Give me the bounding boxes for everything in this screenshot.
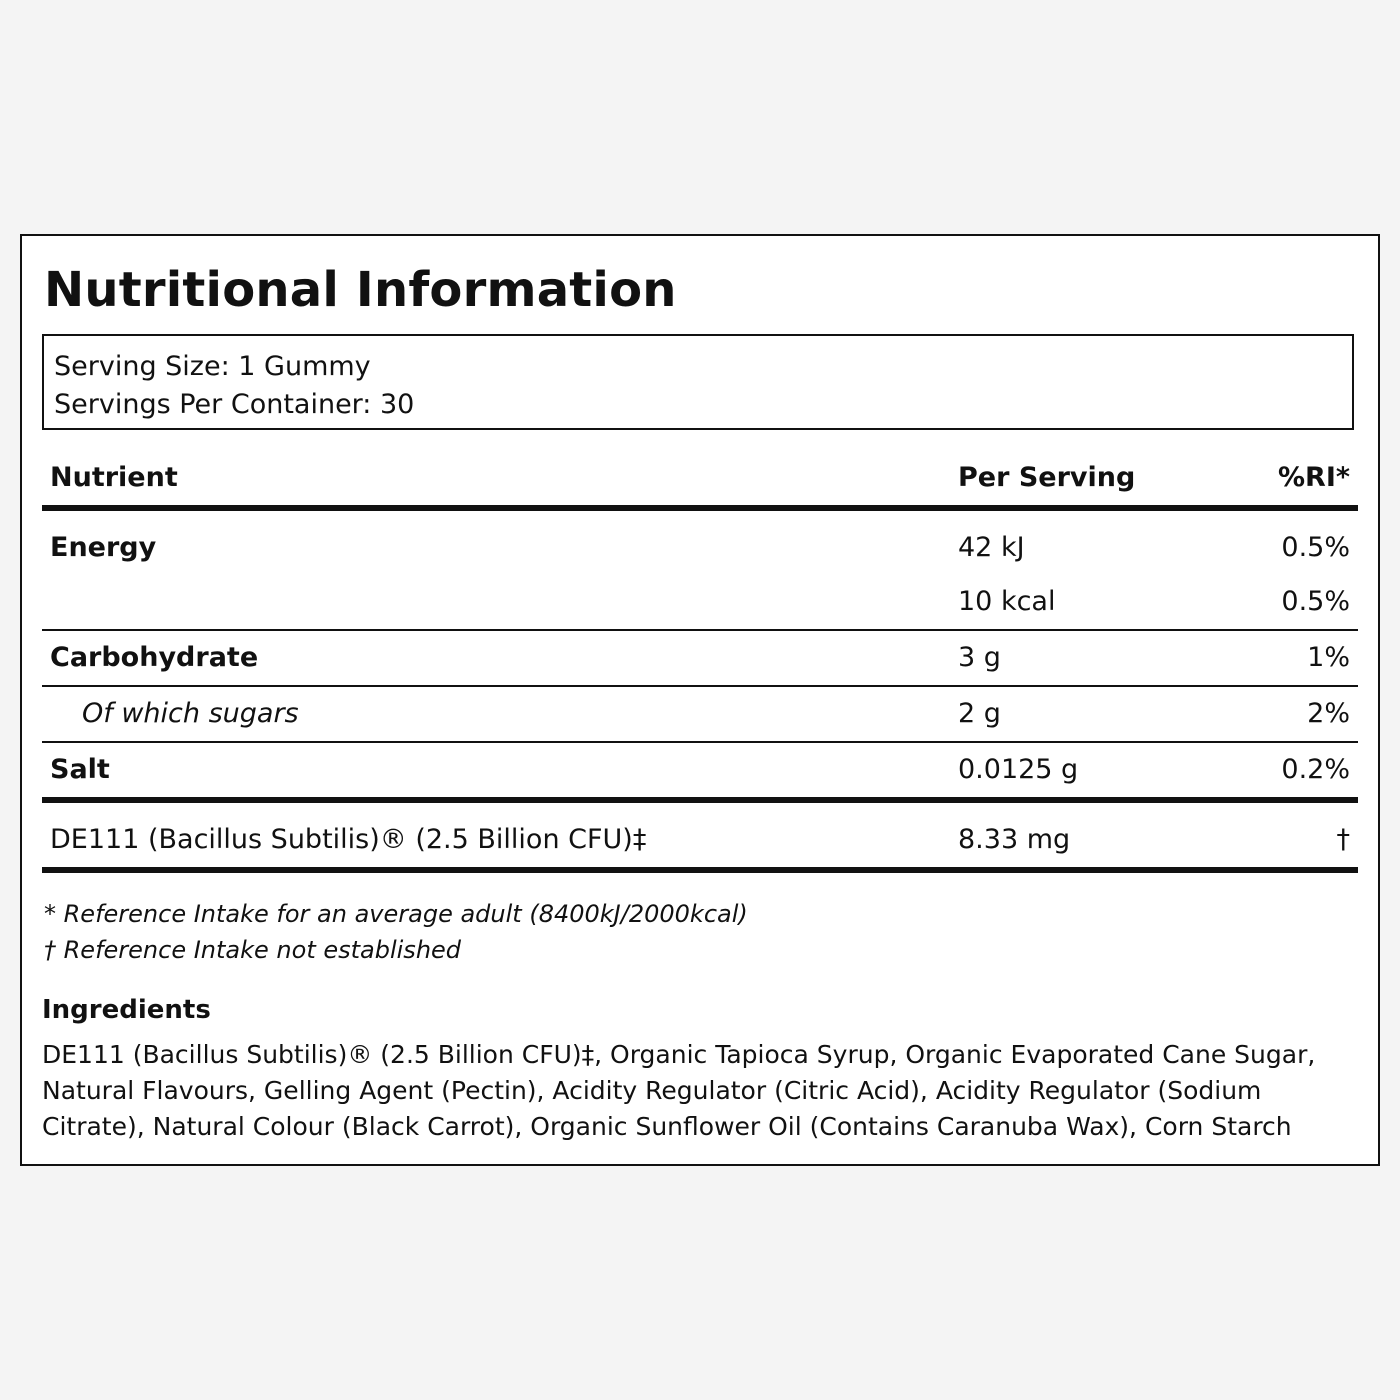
row-salt-value: 0.0125 g	[958, 754, 1079, 785]
header-nutrient: Nutrient	[50, 462, 178, 493]
row-divider	[42, 685, 1358, 687]
row-energy-kj-ri: 0.5%	[1281, 532, 1350, 563]
section-divider	[42, 797, 1358, 803]
nutrition-panel	[20, 234, 1380, 1166]
row-salt-name: Salt	[50, 754, 110, 785]
row-energy-name: Energy	[50, 532, 157, 563]
row-de111-name: DE111 (Bacillus Subtilis)® (2.5 Billion CFU)‡	[50, 824, 647, 855]
row-de111-ri: †	[1336, 824, 1350, 855]
footnote-not-established: † Reference Intake not established	[44, 936, 462, 964]
header-divider	[42, 505, 1358, 511]
row-divider	[42, 629, 1358, 631]
row-carbohydrate-name: Carbohydrate	[50, 642, 259, 673]
header-per-serving: Per Serving	[958, 462, 1136, 493]
servings-per-container: Servings Per Container: 30	[54, 389, 415, 420]
footnote-ri: * Reference Intake for an average adult (8400kJ/2000kcal)	[44, 900, 748, 928]
row-sugars-name: Of which sugars	[82, 698, 299, 729]
row-sugars-value: 2 g	[958, 698, 1001, 729]
row-energy-kcal-ri: 0.5%	[1281, 586, 1350, 617]
ingredients-title: Ingredients	[42, 995, 211, 1025]
row-salt-ri: 0.2%	[1281, 754, 1350, 785]
table-bottom-divider	[42, 867, 1358, 873]
header-ri: %RI*	[1277, 462, 1350, 493]
serving-size: Serving Size: 1 Gummy	[54, 351, 371, 382]
row-energy-kj: 42 kJ	[958, 532, 1025, 563]
row-sugars-ri: 2%	[1307, 698, 1350, 729]
page-title: Nutritional Information	[44, 262, 677, 318]
row-energy-kcal: 10 kcal	[958, 586, 1056, 617]
row-de111-value: 8.33 mg	[958, 824, 1071, 855]
ingredients-text: DE111 (Bacillus Subtilis)® (2.5 Billion CFU)‡, Organic Tapioca Syrup, Organic Evaporated Cane Sugar, Natural Flavours, Gelling Agent (Pectin), Acidity Regulator (Citric Acid), Acidity Regulator (Sodium Citrate), Natural Colour (Black Carrot), Organic Sunflower Oil (Contains Caranuba Wax), Corn Starch	[42, 1040, 1316, 1141]
serving-info-box	[42, 334, 1354, 430]
row-carbohydrate-value: 3 g	[958, 642, 1001, 673]
row-carbohydrate-ri: 1%	[1307, 642, 1350, 673]
row-divider	[42, 741, 1358, 743]
